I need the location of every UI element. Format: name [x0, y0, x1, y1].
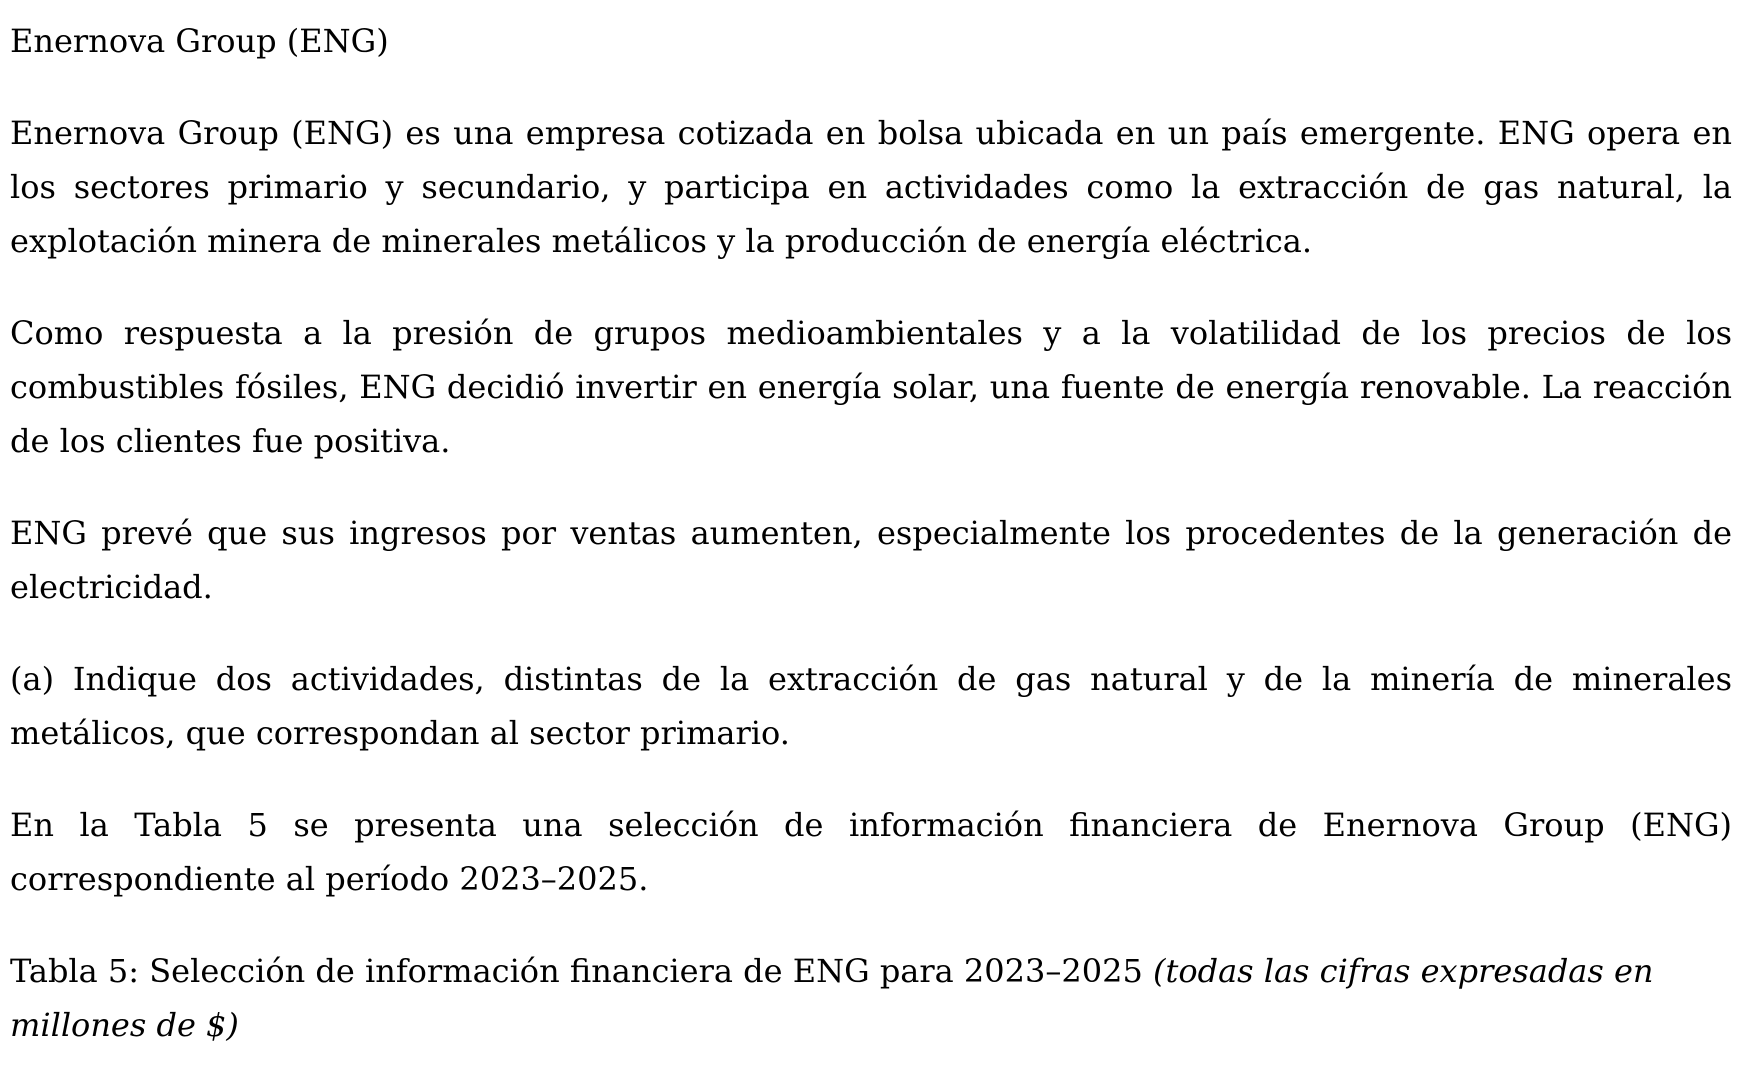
paragraph-company-intro: Enernova Group (ENG) es una empresa cotizada en bolsa ubicada en un país emergente. ENG opera en los sectores primario y secundario, y participa en actividades como la extracción de gas natural, la explotación minera de minerales metálicos y la producción de energía eléctrica.	[10, 114, 1732, 260]
document-title: Enernova Group (ENG)	[10, 22, 389, 60]
paragraph-solar-investment: Como respuesta a la presión de grupos medioambientales y a la volatilidad de los precios de los combustibles fósiles, ENG decidió invertir en energía solar, una fuente de energía renovable. La reacción de los clientes fue positiva.	[10, 314, 1732, 460]
table-caption-note: (todas las cifras expresadas en millones de $)	[10, 952, 1654, 1044]
question-a: (a) Indique dos actividades, distintas de la extracción de gas natural y de la minería de minerales metálicos, que correspondan al sector primario.	[10, 660, 1732, 752]
paragraph-table-intro: En la Tabla 5 se presenta una selección de información financiera de Enernova Group (ENG) correspondiente al período 2023–2025.	[10, 806, 1732, 898]
table-caption-main: Tabla 5: Selección de información financiera de ENG para 2023–2025	[10, 952, 1153, 990]
paragraph-sales-forecast: ENG prevé que sus ingresos por ventas aumenten, especialmente los procedentes de la generación de electricidad.	[10, 514, 1732, 606]
table-caption	[10, 944, 1732, 1052]
